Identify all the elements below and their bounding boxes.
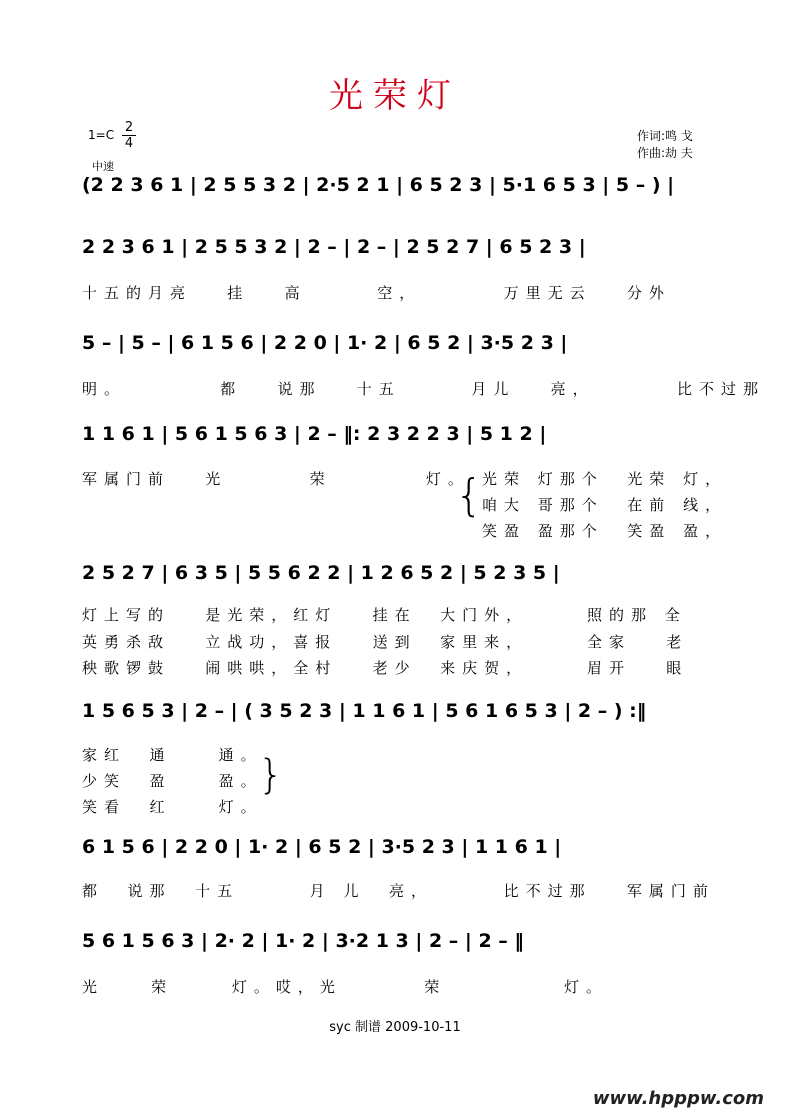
lyricist-credit: 作词:鸣 戈 (637, 129, 693, 143)
time-signature (122, 120, 136, 151)
score-row-5 (82, 562, 742, 598)
verse-end-brace: } (258, 752, 284, 798)
key-signature: 1=C (88, 128, 115, 142)
lyric-verse-2-end: 少笑 盈 盈。 (82, 772, 263, 790)
verse-1-lyric: 光荣 灯那个 光荣 灯， (482, 470, 728, 488)
lyric-line-7: 光 荣 灯。哎，光 荣 灯。 (82, 978, 608, 996)
notation-line: (2 2 3 6 1 | 2 5 5 3 2 | 2·5 2 1 | 6 5 2 3 | 5·1 6 5 3 | 5 – ) | (82, 174, 675, 196)
tempo-marking: 中速 (92, 160, 114, 173)
lyric-line-2: 明。 都 说那 十五 月儿 亮， 比不过那 (82, 380, 766, 398)
time-denominator: 4 (124, 136, 134, 151)
lyric-verse-1-line: 灯上写的 是光荣，红灯 挂在 大门外， 照的那 全 (82, 606, 687, 624)
notation-line: 2 2 3 6 1 | 2 5 5 3 2 | 2 – | 2 – | 2 5 2 7 | 6 5 2 3 | (82, 236, 586, 258)
notation-line: 1 5 6 5 3 | 2 – | ( 3 5 2 3 | 1 1 6 1 | 5 6 1 6 5 3 | 2 – ) :‖ (82, 700, 647, 722)
notation-line: 5 – | 5 – | 6 1 5 6 | 2 2 0 | 1· 2 | 6 5 2 | 3·5 2 3 | (82, 332, 568, 354)
lyric-verse-1-end: 家红 通 通。 (82, 746, 263, 764)
notation-line: 5 6 1 5 6 3 | 2· 2 | 1· 2 | 3·2 1 3 | 2 – | 2 – ‖ (82, 930, 524, 952)
transcriber-footer: syc 制谱 2009-10-11 (329, 1020, 461, 1035)
score-row-7 (82, 836, 742, 872)
composer-credit: 作曲:劫 夫 (637, 146, 693, 160)
song-title: 光荣灯 (329, 76, 461, 116)
notation-line: 1 1 6 1 | 5 6 1 5 6 3 | 2 – ‖: 2 3 2 2 3 | 5 1 2 | (82, 423, 547, 445)
lyric-verse-2-line: 英勇杀敌 立战功，喜报 送到 家里来， 全家 老 (82, 633, 689, 651)
score-row-4 (82, 423, 742, 459)
verse-3-lyric: 笑盈 盈那个 笑盈 盈， (482, 522, 728, 540)
lyric-line-6: 都 说那 十五 月 儿 亮， 比不过那 军属门前 (82, 882, 715, 900)
lyric-verse-3-end: 笑看 红 灯。 (82, 798, 263, 816)
notation-line: 6 1 5 6 | 2 2 0 | 1· 2 | 6 5 2 | 3·5 2 3 | 1 1 6 1 | (82, 836, 562, 858)
lyric-verse-3-line: 秧歌锣鼓 闹哄哄，全村 老少 来庆贺， 眉开 眼 (82, 659, 689, 677)
lyric-line-1: 十五的月亮 挂 高 空， 万里无云 分外 (82, 284, 671, 302)
score-row-8 (82, 930, 742, 966)
score-row-2 (82, 236, 742, 272)
lyric-line-3: 军属门前 光 荣 灯。 (82, 470, 470, 488)
time-numerator: 2 (122, 120, 136, 136)
verse-2-lyric: 咱大 哥那个 在前 线， (482, 496, 728, 514)
score-row-6 (82, 700, 742, 736)
notation-line: 2 5 2 7 | 6 3 5 | 5 5 6 2 2 | 1 2 6 5 2 | 5 2 3 5 | (82, 562, 560, 584)
verse-brace: { (455, 470, 483, 521)
score-row-3 (82, 332, 742, 368)
site-watermark: www.hpppw.com (592, 1088, 764, 1109)
score-row-1 (82, 174, 742, 210)
